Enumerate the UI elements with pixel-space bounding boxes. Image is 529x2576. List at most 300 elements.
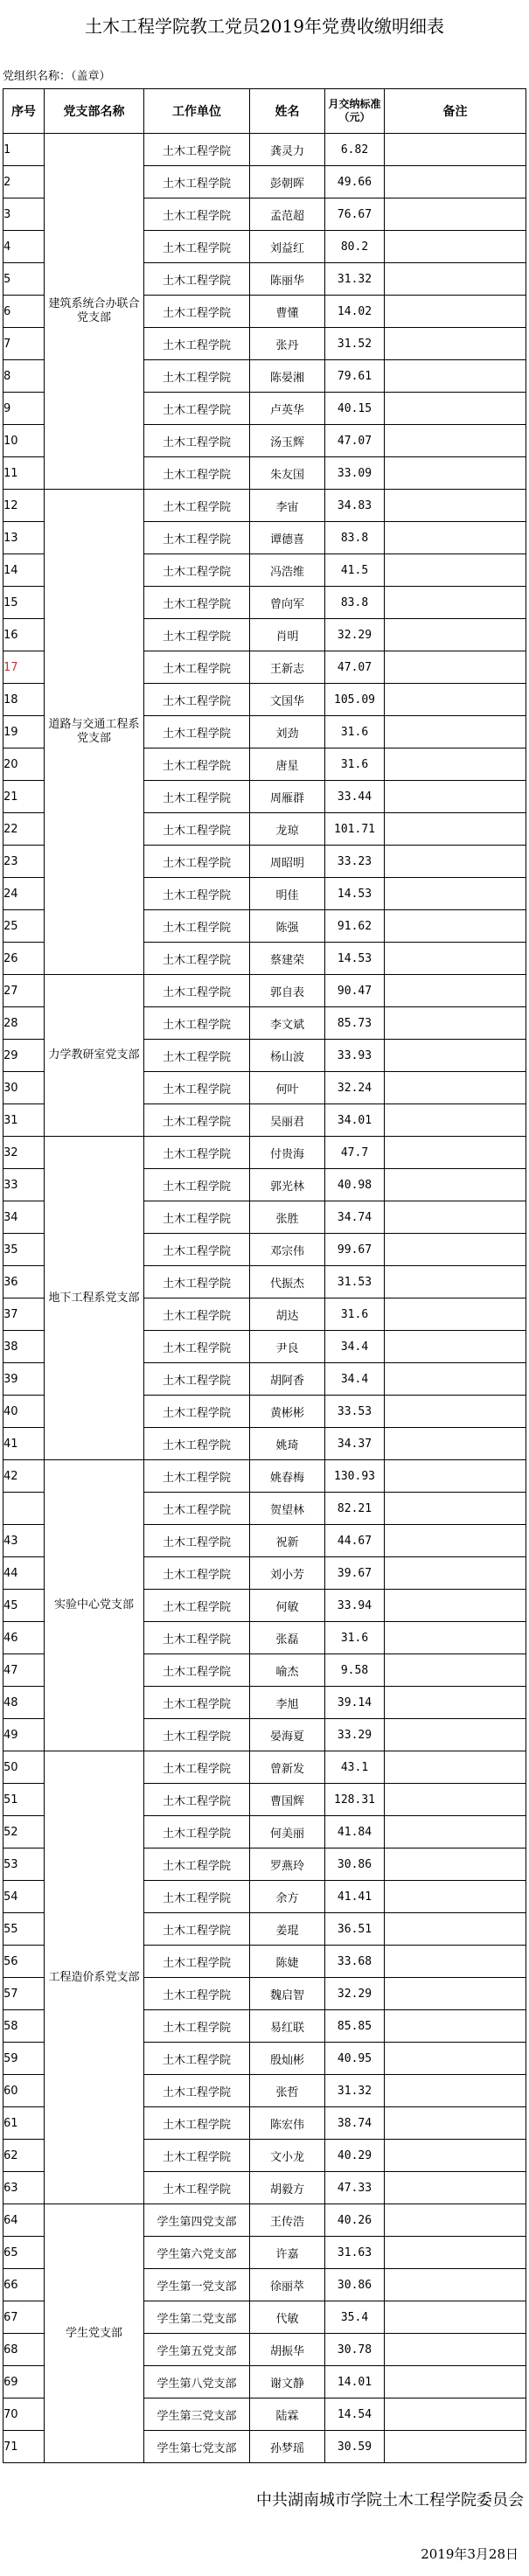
row-unit: 学生第六党支部 [144, 2237, 250, 2269]
branch-name: 实验中心党支部 [45, 1460, 144, 1751]
row-note [385, 1428, 526, 1460]
row-unit: 土木工程学院 [144, 1363, 250, 1396]
row-name: 张磊 [250, 1622, 325, 1654]
branch-name: 工程造价系党支部 [45, 1751, 144, 2204]
row-unit: 土木工程学院 [144, 2010, 250, 2043]
row-unit: 土木工程学院 [144, 1913, 250, 1946]
row-name: 刘小芳 [250, 1557, 325, 1590]
row-name: 汤玉辉 [250, 425, 325, 457]
row-amount: 85.85 [325, 2010, 385, 2043]
row-amount: 47.33 [325, 2172, 385, 2204]
row-amount: 39.67 [325, 1557, 385, 1590]
row-seq: 57 [3, 1978, 45, 2010]
row-unit: 土木工程学院 [144, 1557, 250, 1590]
row-note [385, 1622, 526, 1654]
row-name: 姚春梅 [250, 1460, 325, 1493]
row-seq: 11 [3, 457, 45, 490]
row-amount: 105.09 [325, 684, 385, 716]
row-unit: 学生第一党支部 [144, 2269, 250, 2301]
row-amount: 14.54 [325, 2398, 385, 2431]
row-note [385, 1946, 526, 1978]
row-name: 曹国辉 [250, 1784, 325, 1816]
row-unit: 土木工程学院 [144, 296, 250, 328]
row-unit: 土木工程学院 [144, 490, 250, 522]
row-note [385, 1654, 526, 1687]
row-seq: 48 [3, 1687, 45, 1719]
row-seq: 56 [3, 1946, 45, 1978]
row-name: 张丹 [250, 328, 325, 360]
row-amount: 85.73 [325, 1007, 385, 1040]
row-name: 陈丽华 [250, 263, 325, 296]
row-amount: 40.26 [325, 2204, 385, 2237]
row-note [385, 231, 526, 263]
row-amount: 76.67 [325, 198, 385, 231]
row-seq: 5 [3, 263, 45, 296]
row-seq: 34 [3, 1201, 45, 1234]
row-note [385, 328, 526, 360]
row-name: 胡达 [250, 1298, 325, 1331]
row-amount: 44.67 [325, 1525, 385, 1557]
row-unit: 学生第四党支部 [144, 2204, 250, 2237]
row-unit: 土木工程学院 [144, 2172, 250, 2204]
row-name: 谭德喜 [250, 522, 325, 554]
row-amount: 101.71 [325, 813, 385, 846]
row-amount: 30.86 [325, 2269, 385, 2301]
row-seq: 64 [3, 2204, 45, 2237]
row-seq: 60 [3, 2075, 45, 2107]
row-seq: 40 [3, 1396, 45, 1428]
row-seq: 38 [3, 1331, 45, 1363]
row-note [385, 1848, 526, 1881]
row-seq: 63 [3, 2172, 45, 2204]
row-unit: 土木工程学院 [144, 1428, 250, 1460]
row-name: 陈婕 [250, 1946, 325, 1978]
row-seq: 50 [3, 1751, 45, 1784]
row-name: 许嘉 [250, 2237, 325, 2269]
row-unit: 土木工程学院 [144, 2140, 250, 2172]
row-unit: 土木工程学院 [144, 1881, 250, 1913]
row-amount: 43.1 [325, 1751, 385, 1784]
header-note: 备注 [385, 89, 526, 134]
row-amount: 90.47 [325, 975, 385, 1007]
row-unit: 土木工程学院 [144, 1493, 250, 1525]
row-amount: 33.93 [325, 1040, 385, 1072]
row-name: 罗燕玲 [250, 1848, 325, 1881]
row-name: 魏启智 [250, 1978, 325, 2010]
row-note [385, 2043, 526, 2075]
table-row [3, 1137, 526, 1169]
row-unit: 土木工程学院 [144, 1007, 250, 1040]
row-name: 陆霖 [250, 2398, 325, 2431]
row-unit: 土木工程学院 [144, 878, 250, 910]
row-unit: 土木工程学院 [144, 1201, 250, 1234]
row-seq: 51 [3, 1784, 45, 1816]
row-name: 徐丽萃 [250, 2269, 325, 2301]
row-amount: 40.95 [325, 2043, 385, 2075]
row-name: 张哲 [250, 2075, 325, 2107]
row-name: 胡振华 [250, 2334, 325, 2366]
row-note [385, 1266, 526, 1298]
row-note [385, 1298, 526, 1331]
footer-date: 2019年3月28日 [421, 2546, 519, 2562]
org-name-label: 党组织名称：（盖章） [3, 70, 111, 83]
row-name: 文小龙 [250, 2140, 325, 2172]
row-unit: 学生第七党支部 [144, 2431, 250, 2463]
row-unit: 土木工程学院 [144, 846, 250, 878]
row-name: 代振杰 [250, 1266, 325, 1298]
row-amount: 31.52 [325, 328, 385, 360]
row-unit: 学生第三党支部 [144, 2398, 250, 2431]
row-seq: 59 [3, 2043, 45, 2075]
row-name: 周昭明 [250, 846, 325, 878]
row-note [385, 2204, 526, 2237]
row-unit: 学生第五党支部 [144, 2334, 250, 2366]
branch-name: 地下工程系党支部 [45, 1137, 144, 1460]
row-seq: 69 [3, 2366, 45, 2398]
row-name: 文国华 [250, 684, 325, 716]
row-note [385, 1104, 526, 1137]
row-note [385, 1072, 526, 1104]
row-name: 殷灿彬 [250, 2043, 325, 2075]
row-seq: 2 [3, 166, 45, 198]
row-seq: 7 [3, 328, 45, 360]
branch-name: 学生党支部 [45, 2204, 144, 2463]
table-row [3, 975, 526, 1007]
row-unit: 土木工程学院 [144, 1460, 250, 1493]
row-note [385, 1590, 526, 1622]
row-amount: 31.6 [325, 716, 385, 748]
dues-table [3, 88, 526, 2463]
row-name: 蔡建荣 [250, 943, 325, 975]
row-name: 何美丽 [250, 1816, 325, 1848]
row-seq: 49 [3, 1719, 45, 1751]
table-row [3, 1460, 526, 1493]
row-unit: 土木工程学院 [144, 1590, 250, 1622]
row-unit: 土木工程学院 [144, 1816, 250, 1848]
row-unit: 土木工程学院 [144, 1687, 250, 1719]
row-note [385, 1040, 526, 1072]
row-unit: 土木工程学院 [144, 813, 250, 846]
row-note [385, 1234, 526, 1266]
row-unit: 土木工程学院 [144, 716, 250, 748]
row-amount: 34.4 [325, 1363, 385, 1396]
row-unit: 土木工程学院 [144, 1622, 250, 1654]
row-seq: 9 [3, 393, 45, 425]
row-amount: 40.29 [325, 2140, 385, 2172]
row-unit: 土木工程学院 [144, 554, 250, 587]
row-name: 喻杰 [250, 1654, 325, 1687]
row-unit: 土木工程学院 [144, 619, 250, 651]
row-note [385, 1978, 526, 2010]
row-amount: 14.01 [325, 2366, 385, 2398]
row-unit: 土木工程学院 [144, 1719, 250, 1751]
row-note [385, 393, 526, 425]
row-amount: 35.4 [325, 2301, 385, 2334]
row-note [385, 748, 526, 781]
row-amount: 99.67 [325, 1234, 385, 1266]
row-amount: 130.93 [325, 1460, 385, 1493]
row-note [385, 166, 526, 198]
row-amount: 83.8 [325, 522, 385, 554]
row-seq: 18 [3, 684, 45, 716]
row-unit: 土木工程学院 [144, 748, 250, 781]
row-note [385, 2431, 526, 2463]
row-unit: 土木工程学院 [144, 1654, 250, 1687]
row-name: 张胜 [250, 1201, 325, 1234]
row-note [385, 2107, 526, 2140]
row-amount: 33.68 [325, 1946, 385, 1978]
row-seq: 27 [3, 975, 45, 1007]
row-seq: 21 [3, 781, 45, 813]
row-seq: 31 [3, 1104, 45, 1137]
table-row [3, 134, 526, 166]
row-note [385, 522, 526, 554]
table-header-row [3, 89, 526, 134]
row-seq: 12 [3, 490, 45, 522]
row-note [385, 1913, 526, 1946]
row-unit: 土木工程学院 [144, 1137, 250, 1169]
footer-organization: 中共湖南城市学院土木工程学院委员会 [256, 2491, 524, 2510]
row-amount: 32.29 [325, 619, 385, 651]
row-unit: 土木工程学院 [144, 1848, 250, 1881]
row-note [385, 716, 526, 748]
row-name: 陈宏伟 [250, 2107, 325, 2140]
row-note [385, 684, 526, 716]
row-amount: 33.53 [325, 1396, 385, 1428]
row-unit: 土木工程学院 [144, 198, 250, 231]
branch-name: 建筑系统合办联合党支部 [45, 134, 144, 490]
row-amount: 6.82 [325, 134, 385, 166]
row-amount: 32.24 [325, 1072, 385, 1104]
row-name: 黄彬彬 [250, 1396, 325, 1428]
row-unit: 土木工程学院 [144, 2075, 250, 2107]
row-seq: 3 [3, 198, 45, 231]
row-amount: 40.15 [325, 393, 385, 425]
row-note [385, 263, 526, 296]
row-amount: 14.53 [325, 943, 385, 975]
row-unit: 土木工程学院 [144, 522, 250, 554]
row-note [385, 846, 526, 878]
row-note [385, 619, 526, 651]
row-note [385, 296, 526, 328]
row-unit: 学生第八党支部 [144, 2366, 250, 2398]
row-name: 孙梦瑶 [250, 2431, 325, 2463]
row-unit: 土木工程学院 [144, 1331, 250, 1363]
row-unit: 土木工程学院 [144, 231, 250, 263]
row-name: 胡毅方 [250, 2172, 325, 2204]
row-note [385, 2269, 526, 2301]
row-note [385, 587, 526, 619]
row-seq: 53 [3, 1848, 45, 1881]
row-unit: 土木工程学院 [144, 2043, 250, 2075]
row-unit: 土木工程学院 [144, 1298, 250, 1331]
row-note [385, 198, 526, 231]
row-amount: 30.86 [325, 1848, 385, 1881]
row-amount: 30.78 [325, 2334, 385, 2366]
row-seq: 33 [3, 1169, 45, 1201]
row-name: 龙琼 [250, 813, 325, 846]
row-note [385, 1169, 526, 1201]
row-name: 曾新发 [250, 1751, 325, 1784]
row-amount: 34.83 [325, 490, 385, 522]
row-name: 姚琦 [250, 1428, 325, 1460]
row-amount: 31.63 [325, 2237, 385, 2269]
row-unit: 土木工程学院 [144, 1104, 250, 1137]
row-note [385, 975, 526, 1007]
row-name: 明佳 [250, 878, 325, 910]
row-amount: 41.84 [325, 1816, 385, 1848]
row-seq: 42 [3, 1460, 45, 1493]
row-unit: 土木工程学院 [144, 2107, 250, 2140]
row-name: 晏海夏 [250, 1719, 325, 1751]
table-row [3, 490, 526, 522]
row-unit: 土木工程学院 [144, 166, 250, 198]
row-note [385, 1396, 526, 1428]
row-seq: 10 [3, 425, 45, 457]
row-seq: 28 [3, 1007, 45, 1040]
row-name: 杨山波 [250, 1040, 325, 1072]
table-row [3, 1751, 526, 1784]
row-unit: 土木工程学院 [144, 943, 250, 975]
row-amount: 33.23 [325, 846, 385, 878]
row-name: 彭朝晖 [250, 166, 325, 198]
row-unit: 土木工程学院 [144, 1266, 250, 1298]
row-amount: 47.07 [325, 425, 385, 457]
row-unit: 土木工程学院 [144, 1169, 250, 1201]
row-name: 卢英华 [250, 393, 325, 425]
row-unit: 土木工程学院 [144, 263, 250, 296]
row-name: 李旭 [250, 1687, 325, 1719]
table-body [3, 134, 526, 2463]
row-seq: 13 [3, 522, 45, 554]
row-note [385, 2366, 526, 2398]
row-amount: 47.7 [325, 1137, 385, 1169]
row-note [385, 425, 526, 457]
row-amount: 34.37 [325, 1428, 385, 1460]
header-unit: 工作单位 [144, 89, 250, 134]
row-unit: 土木工程学院 [144, 1234, 250, 1266]
row-name: 邓宗伟 [250, 1234, 325, 1266]
row-note [385, 2301, 526, 2334]
row-seq: 26 [3, 943, 45, 975]
row-seq: 16 [3, 619, 45, 651]
row-seq: 45 [3, 1590, 45, 1622]
row-note [385, 1460, 526, 1493]
row-note [385, 1751, 526, 1784]
row-seq: 4 [3, 231, 45, 263]
row-seq: 6 [3, 296, 45, 328]
row-note [385, 1493, 526, 1525]
row-name: 龚灵力 [250, 134, 325, 166]
row-unit: 土木工程学院 [144, 975, 250, 1007]
row-name: 肖明 [250, 619, 325, 651]
header-branch: 党支部名称 [45, 89, 144, 134]
row-name: 陈晏湘 [250, 360, 325, 393]
row-unit: 土木工程学院 [144, 328, 250, 360]
row-seq: 14 [3, 554, 45, 587]
row-note [385, 910, 526, 943]
row-note [385, 2237, 526, 2269]
row-seq: 47 [3, 1654, 45, 1687]
row-amount: 32.29 [325, 1978, 385, 2010]
row-note [385, 651, 526, 684]
row-amount: 31.6 [325, 1298, 385, 1331]
row-note [385, 1137, 526, 1169]
row-seq: 43 [3, 1525, 45, 1557]
row-seq: 23 [3, 846, 45, 878]
row-name: 孟范超 [250, 198, 325, 231]
row-name: 郭自表 [250, 975, 325, 1007]
row-amount: 33.94 [325, 1590, 385, 1622]
row-name: 刘益红 [250, 231, 325, 263]
header-name: 姓名 [250, 89, 325, 134]
row-note [385, 1007, 526, 1040]
row-note [385, 360, 526, 393]
row-unit: 土木工程学院 [144, 134, 250, 166]
row-unit: 土木工程学院 [144, 651, 250, 684]
row-seq: 65 [3, 2237, 45, 2269]
row-note [385, 943, 526, 975]
row-name: 李宙 [250, 490, 325, 522]
row-amount: 31.53 [325, 1266, 385, 1298]
row-seq: 70 [3, 2398, 45, 2431]
row-name: 贺望林 [250, 1493, 325, 1525]
row-seq: 35 [3, 1234, 45, 1266]
row-seq: 8 [3, 360, 45, 393]
row-note [385, 1687, 526, 1719]
row-name: 尹良 [250, 1331, 325, 1363]
row-seq: 44 [3, 1557, 45, 1590]
row-amount: 33.44 [325, 781, 385, 813]
row-note [385, 2140, 526, 2172]
row-name: 曾向军 [250, 587, 325, 619]
row-amount: 38.74 [325, 2107, 385, 2140]
row-amount: 91.62 [325, 910, 385, 943]
row-name: 王传浩 [250, 2204, 325, 2237]
row-seq: 24 [3, 878, 45, 910]
row-note [385, 2398, 526, 2431]
row-amount: 128.31 [325, 1784, 385, 1816]
row-unit: 土木工程学院 [144, 910, 250, 943]
row-name: 曹懂 [250, 296, 325, 328]
row-amount: 80.2 [325, 231, 385, 263]
row-seq [3, 1493, 45, 1525]
row-unit: 土木工程学院 [144, 684, 250, 716]
row-name: 余方 [250, 1881, 325, 1913]
row-note [385, 2334, 526, 2366]
row-amount: 47.07 [325, 651, 385, 684]
row-seq: 25 [3, 910, 45, 943]
row-name: 祝新 [250, 1525, 325, 1557]
row-seq: 37 [3, 1298, 45, 1331]
row-amount: 31.6 [325, 1622, 385, 1654]
row-seq: 15 [3, 587, 45, 619]
row-seq: 54 [3, 1881, 45, 1913]
row-note [385, 2075, 526, 2107]
row-unit: 土木工程学院 [144, 360, 250, 393]
row-unit: 土木工程学院 [144, 1946, 250, 1978]
row-name: 周雁群 [250, 781, 325, 813]
row-seq: 67 [3, 2301, 45, 2334]
row-note [385, 878, 526, 910]
row-note [385, 1816, 526, 1848]
row-seq: 46 [3, 1622, 45, 1654]
row-note [385, 1784, 526, 1816]
row-amount: 30.59 [325, 2431, 385, 2463]
header-amount: 月交纳标准（元） [325, 89, 385, 134]
row-note [385, 1881, 526, 1913]
row-seq: 29 [3, 1040, 45, 1072]
